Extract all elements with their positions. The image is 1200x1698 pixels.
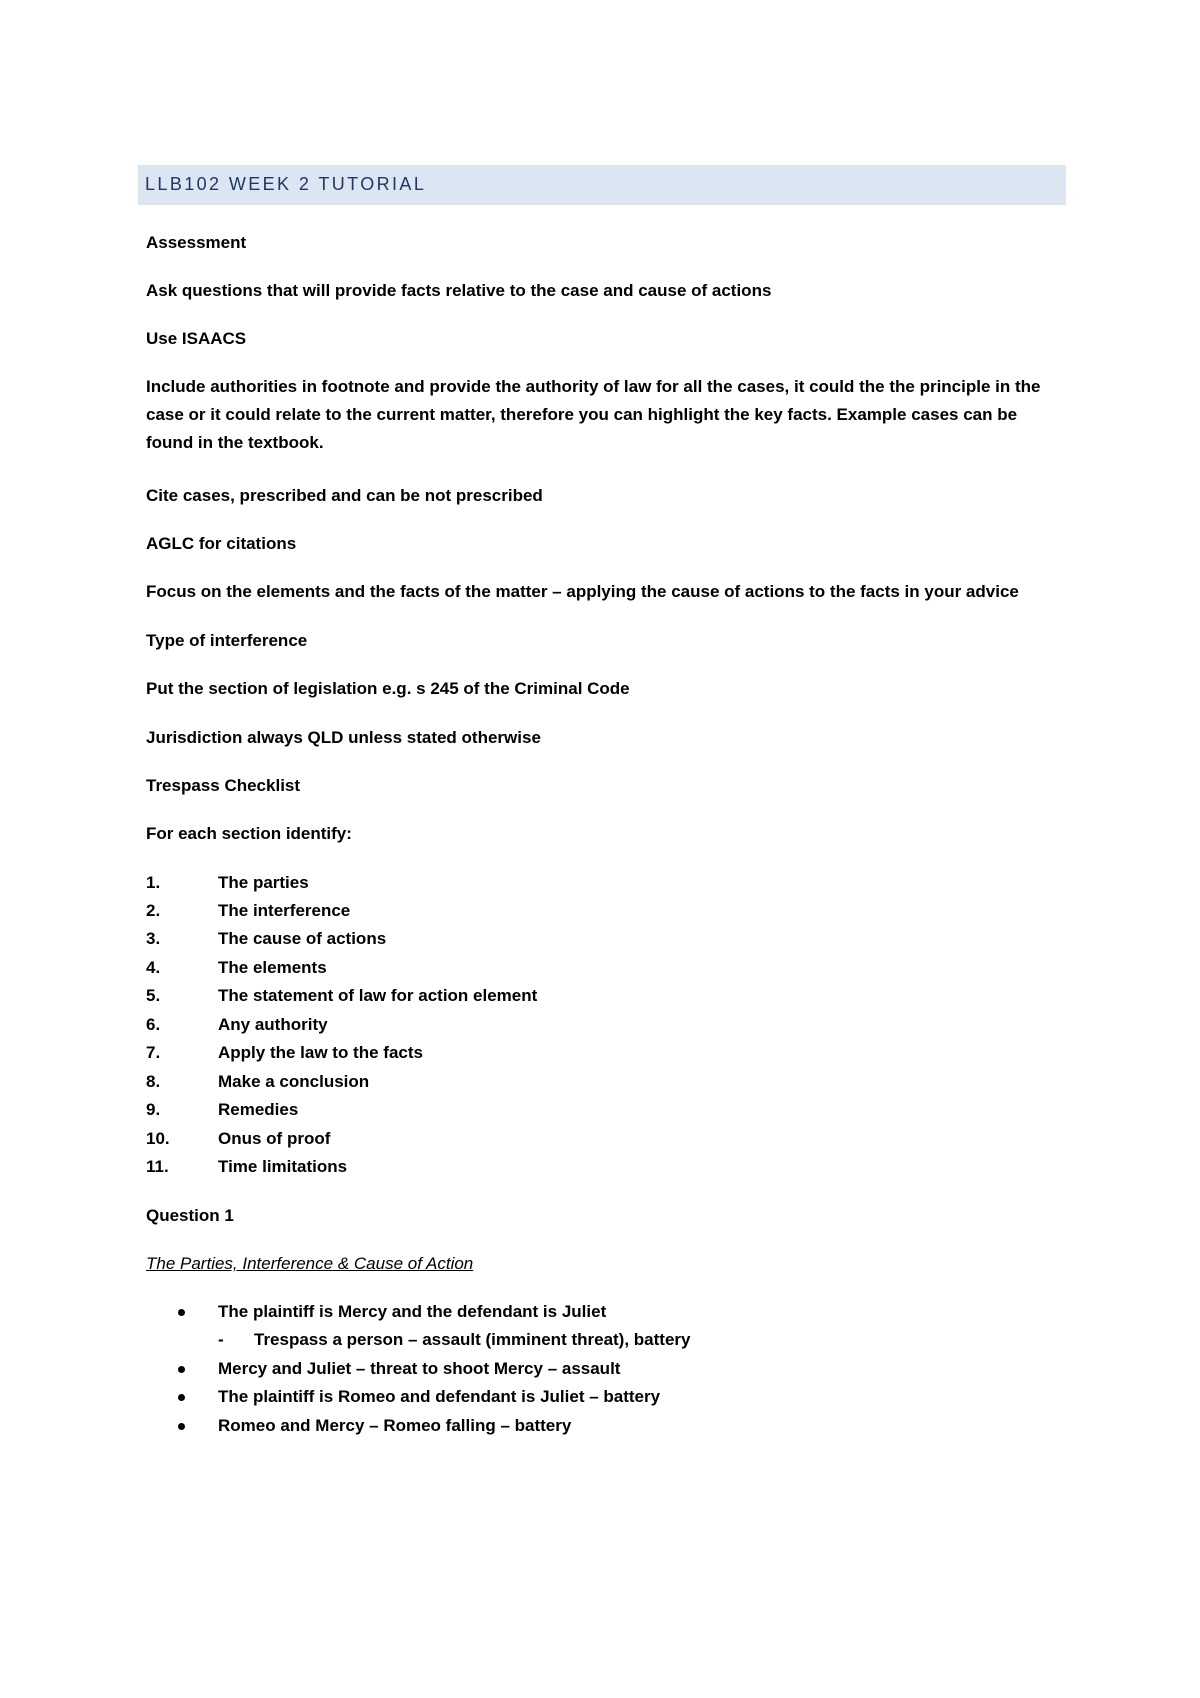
put-section-paragraph: Put the section of legislation e.g. s 245 of the Criminal Code xyxy=(146,679,630,698)
list-text: The interference xyxy=(218,901,351,920)
list-text: Onus of proof xyxy=(218,1129,331,1148)
list-number: 10. xyxy=(146,1129,170,1148)
heading-band xyxy=(138,165,1066,205)
checklist-item xyxy=(146,1011,328,1039)
list-text: Remedies xyxy=(218,1100,299,1119)
type-of-interference-paragraph: Type of interference xyxy=(146,631,308,650)
list-number: 6. xyxy=(146,1015,161,1034)
aglc-paragraph: AGLC for citations xyxy=(146,534,297,553)
checklist-item xyxy=(146,925,386,953)
bullet-text: The plaintiff is Mercy and the defendant is Juliet xyxy=(218,1302,607,1321)
checklist-item xyxy=(146,1096,298,1124)
list-text: The elements xyxy=(218,958,327,977)
sub-bullet-text: Trespass a person – assault (imminent threat), battery xyxy=(254,1330,691,1349)
bullet-icon xyxy=(178,1394,185,1401)
jurisdiction-paragraph: Jurisdiction always QLD unless stated otherwise xyxy=(146,728,541,747)
focus-paragraph: Focus on the elements and the facts of the matter – applying the cause of actions to the facts in your advice xyxy=(146,582,1019,601)
list-text: Make a conclusion xyxy=(218,1072,370,1091)
cite-cases-paragraph: Cite cases, prescribed and can be not prescribed xyxy=(146,486,543,505)
list-text: The parties xyxy=(218,873,309,892)
list-text: The statement of law for action element xyxy=(218,986,538,1005)
list-text: Time limitations xyxy=(218,1157,348,1176)
checklist-item xyxy=(146,1039,423,1067)
document-heading: LLB102 WEEK 2 TUTORIAL xyxy=(145,174,427,194)
list-number: 2. xyxy=(146,901,161,920)
use-isaacs-paragraph: Use ISAACS xyxy=(146,329,247,348)
assessment-heading: Assessment xyxy=(146,233,247,252)
bullet-text: Mercy and Juliet – threat to shoot Mercy – assault xyxy=(218,1359,621,1378)
checklist-item xyxy=(146,1153,347,1181)
sub-bullet-item xyxy=(218,1326,690,1354)
list-text: Any authority xyxy=(218,1015,328,1034)
list-number: 7. xyxy=(146,1043,161,1062)
list-number: 9. xyxy=(146,1100,161,1119)
list-number: 11. xyxy=(146,1157,169,1176)
bullet-icon xyxy=(178,1309,185,1316)
list-text: Apply the law to the facts xyxy=(218,1043,423,1062)
list-number: 8. xyxy=(146,1072,161,1091)
bullet-text: The plaintiff is Romeo and defendant is Juliet – battery xyxy=(218,1387,661,1406)
bullet-text: Romeo and Mercy – Romeo falling – battery xyxy=(218,1416,572,1435)
list-text: The cause of actions xyxy=(218,929,387,948)
list-number: 4. xyxy=(146,958,161,977)
trespass-checklist-heading: Trespass Checklist xyxy=(146,776,301,795)
question-1-heading: Question 1 xyxy=(146,1206,234,1225)
include-authorities-paragraph: Include authorities in footnote and provide the authority of law for all the cases, it could the the principle in the case or it could relate to the current matter, therefore you can highlight the key facts. Example cases can be found in the textbook. xyxy=(146,377,1041,452)
checklist-item xyxy=(146,1068,369,1096)
checklist-item xyxy=(146,869,309,897)
checklist-item xyxy=(146,954,327,982)
checklist-item xyxy=(146,1125,330,1153)
checklist-item xyxy=(146,982,537,1010)
list-number: 3. xyxy=(146,929,161,948)
list-number: 1. xyxy=(146,873,161,892)
list-number: 5. xyxy=(146,986,161,1005)
for-each-section-paragraph: For each section identify: xyxy=(146,824,352,843)
ask-questions-paragraph: Ask questions that will provide facts relative to the case and cause of actions xyxy=(146,281,772,300)
checklist-item xyxy=(146,897,350,925)
dash-marker: - xyxy=(218,1330,224,1349)
bullet-icon xyxy=(178,1423,185,1430)
question-1-subheading: The Parties, Interference & Cause of Action xyxy=(146,1254,474,1273)
bullet-icon xyxy=(178,1366,185,1373)
